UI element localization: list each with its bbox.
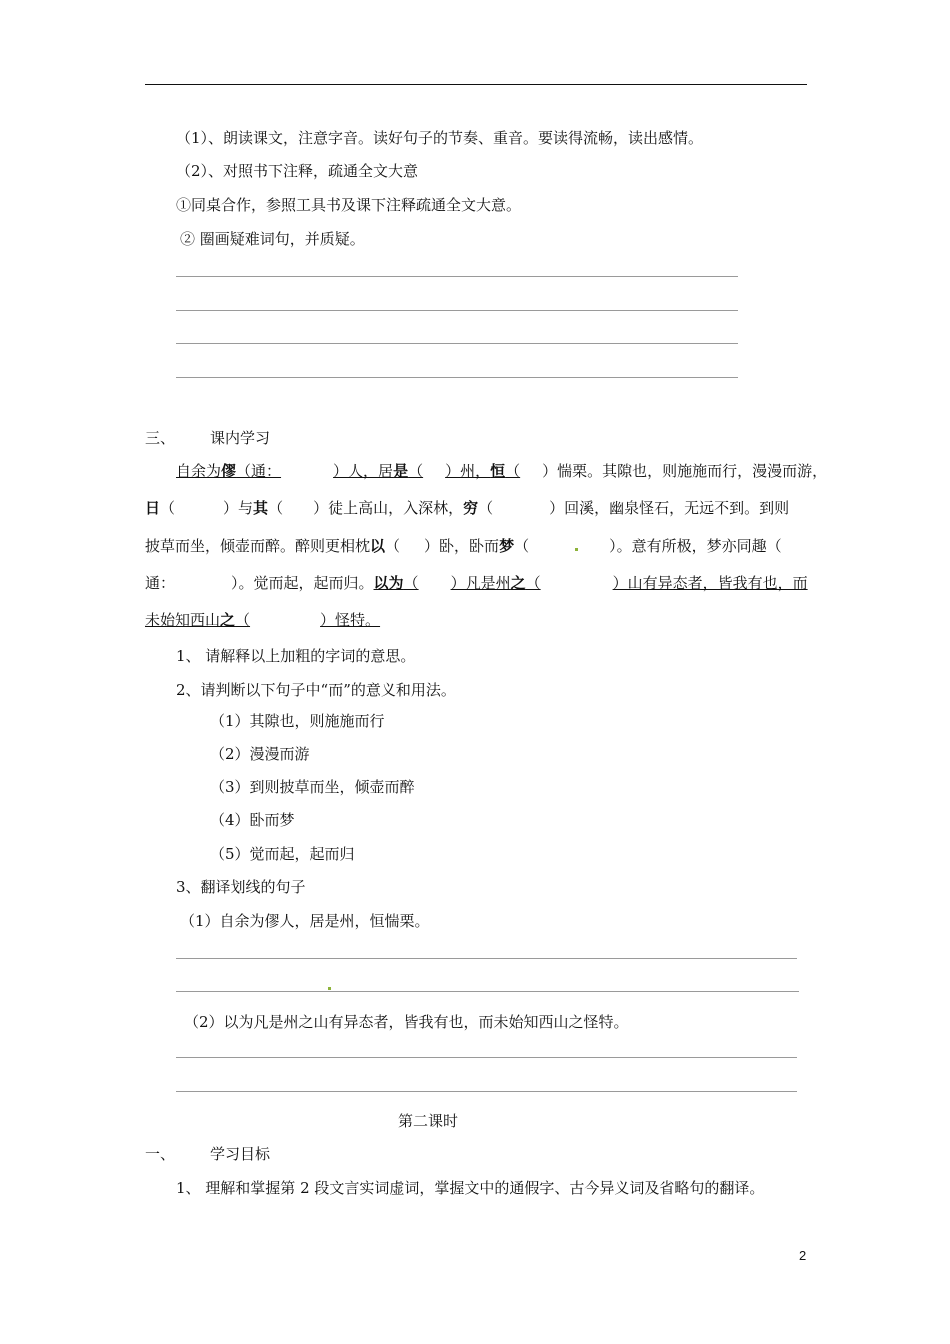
question-1: 1、 请解释以上加粗的字词的意思。	[176, 647, 416, 665]
question-3-sentence-2: （2）以为凡是州之山有异态者，皆我有也，而未始知西山之怪特。	[184, 1013, 629, 1031]
stray-mark	[575, 548, 578, 551]
reading-instruction-1: （1）、朗读课文，注意字音。读好句子的节奏、重音。要读得流畅，读出感情。	[176, 129, 704, 147]
passage-line-4: 通： ）。觉而起，起而归。以为（ ）凡是州之（ ）山有异态者，皆我有也，而	[145, 574, 808, 592]
answer-line	[176, 343, 738, 344]
answer-line	[176, 958, 797, 959]
learning-goal-1: 1、 理解和掌握第 2 段文言实词虚词，掌握文中的通假字、古今异义词及省略句的翻译。	[176, 1179, 765, 1197]
answer-line	[176, 991, 799, 992]
answer-line	[176, 377, 738, 378]
stray-mark	[328, 987, 331, 990]
section-1-number: 一、	[145, 1145, 176, 1163]
section-3-title: 课内学习	[210, 429, 271, 447]
answer-line	[176, 310, 738, 311]
question-2-item: （1）其隙也，则施施而行	[210, 712, 385, 730]
question-2-item: （5）觉而起，起而归	[210, 845, 355, 863]
reading-instruction-2: （2）、对照书下注释，疏通全文大意	[176, 162, 419, 180]
section-1-title: 学习目标	[210, 1145, 271, 1163]
section-3-number: 三、	[145, 429, 176, 447]
passage-line-1: 自余为僇（通： ）人，居是（ ）州，恒（ ）惴栗。其隙也，则施施而行，漫漫而游，	[176, 462, 828, 480]
question-2-item: （2）漫漫而游	[210, 745, 310, 763]
lesson-2-title: 第二课时	[398, 1112, 459, 1130]
question-3-sentence-1: （1）自余为僇人，居是州，恒惴栗。	[180, 912, 430, 930]
question-2-item: （3）到则披草而坐，倾壶而醉	[210, 778, 415, 796]
header-rule	[145, 84, 807, 85]
answer-line	[176, 276, 738, 277]
passage-line-5: 未始知西山之（ ）怪特。	[145, 611, 381, 629]
question-3: 3、翻译划线的句子	[176, 878, 306, 896]
answer-line	[176, 1091, 797, 1092]
passage-line-2: 日（ ）与其（ ）徒上高山，入深林，穷（ ）回溪，幽泉怪石，无远不到。到则	[145, 499, 790, 517]
page-number: 2	[799, 1248, 807, 1263]
reading-instruction-3: ①同桌合作，参照工具书及课下注释疏通全文大意。	[176, 196, 522, 214]
answer-line	[176, 1057, 797, 1058]
question-2: 2、请判断以下句子中“而”的意义和用法。	[176, 681, 456, 699]
reading-instruction-4: ② 圈画疑难词句，并质疑。	[180, 230, 365, 248]
question-2-item: （4）卧而梦	[210, 811, 295, 829]
passage-line-3: 披草而坐，倾壶而醉。醉则更相枕以（ ）卧，卧而梦（ ）。意有所极，梦亦同趣（	[145, 537, 782, 555]
